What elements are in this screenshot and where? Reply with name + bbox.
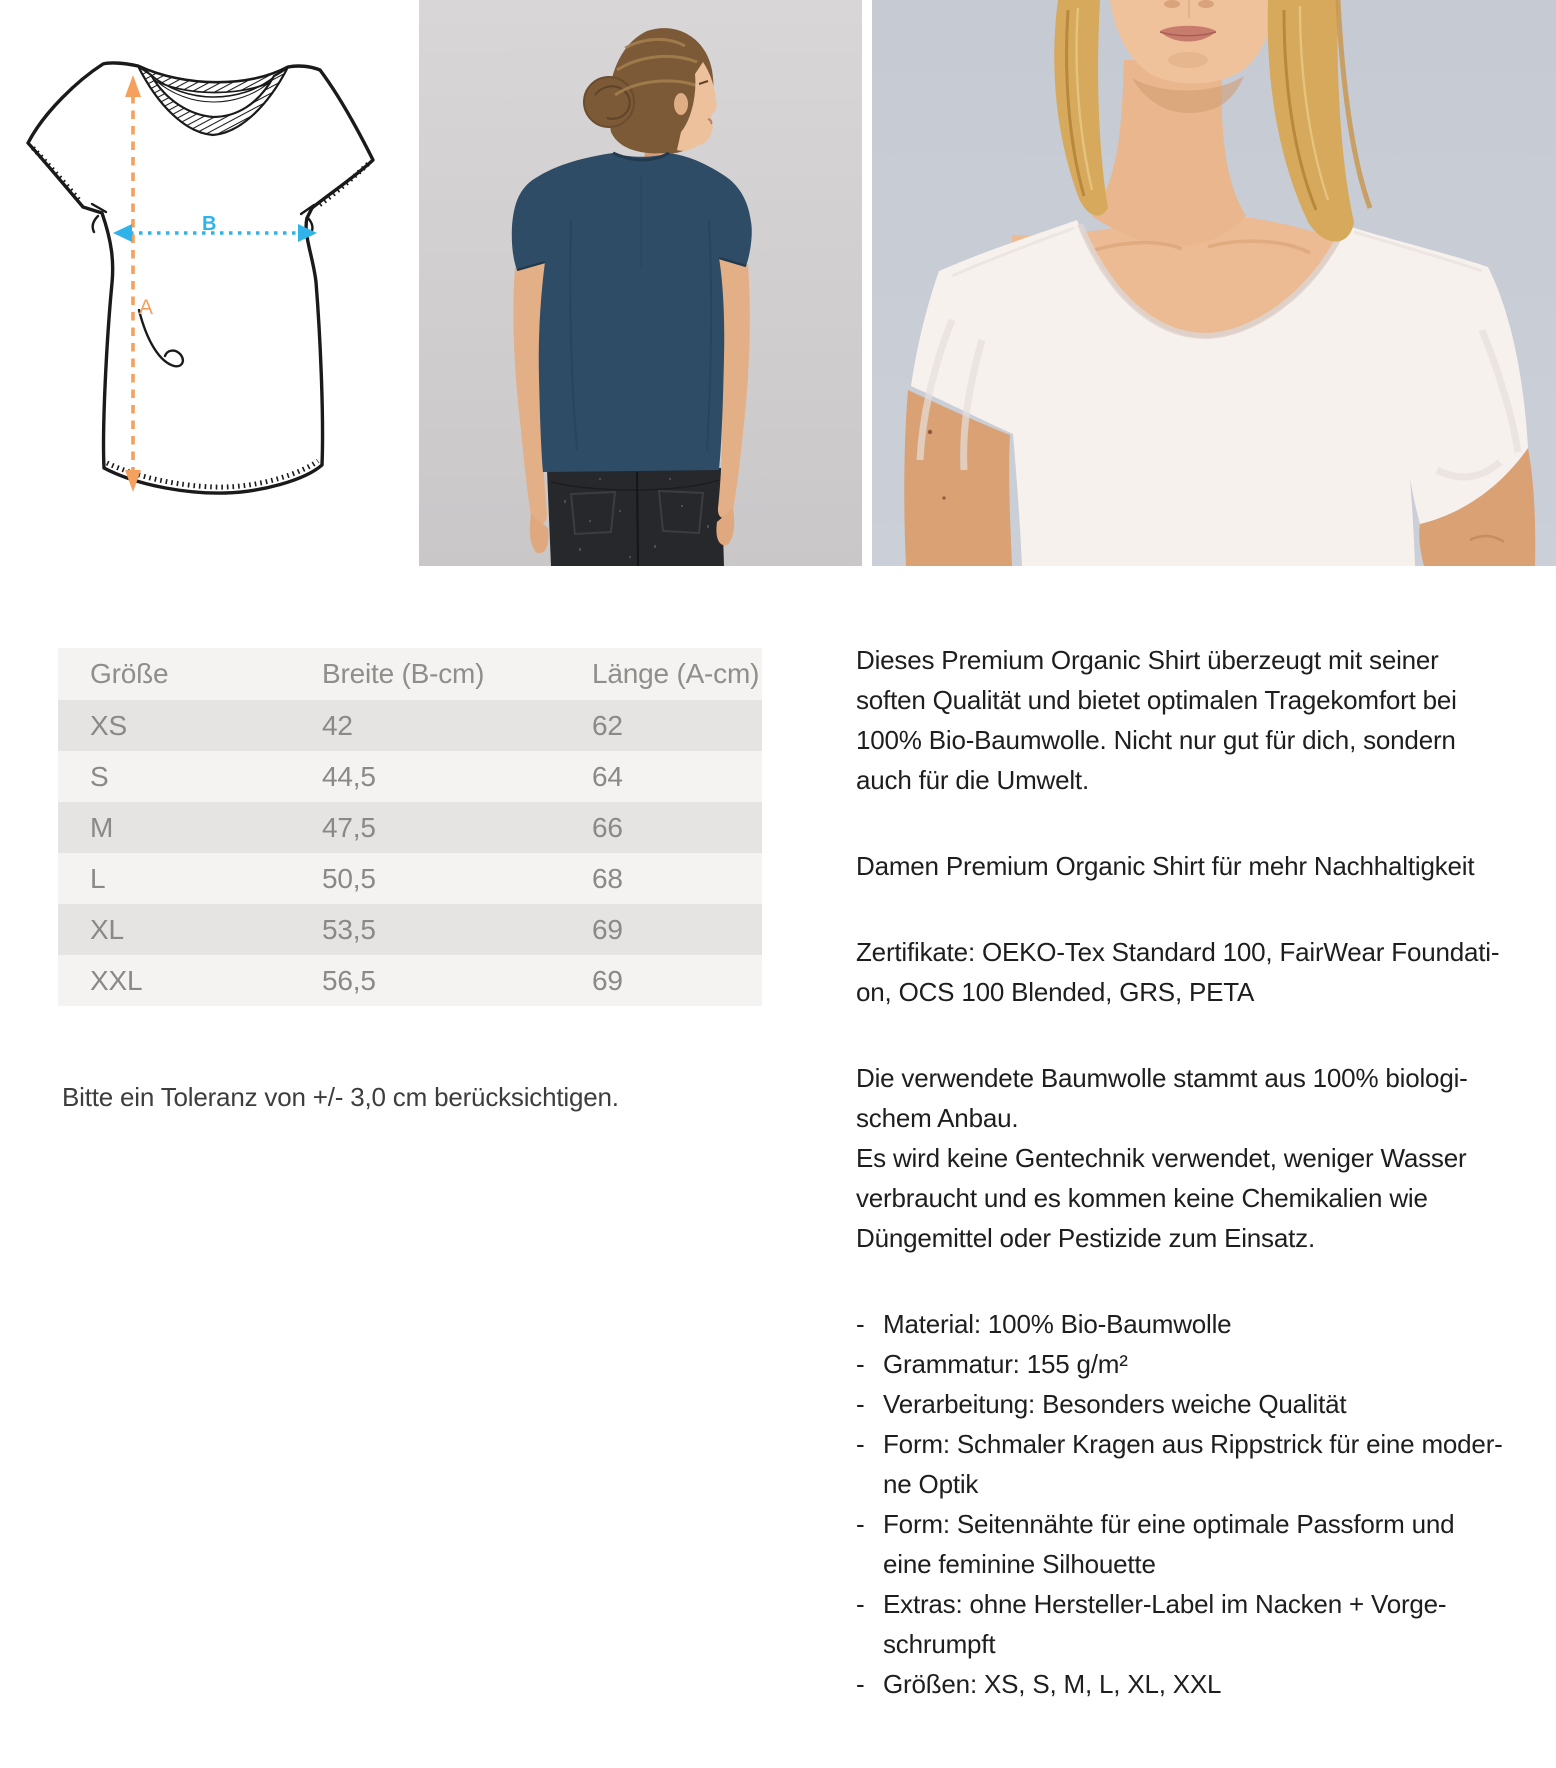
cell-laenge: 68	[592, 862, 623, 894]
cell-breite: 56,5	[322, 964, 376, 996]
cell-laenge: 69	[592, 964, 623, 996]
description-paragraph: Damen Premium Organic Shirt für mehr Nachhaltigkeit	[856, 851, 1475, 881]
size-table-row	[58, 853, 762, 904]
description-bullet	[856, 1424, 1556, 1504]
jeans	[547, 468, 724, 566]
cell-breite: 50,5	[322, 862, 376, 894]
cell-breite: 47,5	[322, 811, 376, 843]
cell-laenge: 69	[592, 913, 623, 945]
bullet-dash: -	[856, 1509, 865, 1539]
bullet-text: Material: 100% Bio-Baumwolle	[883, 1309, 1232, 1339]
mole	[942, 496, 945, 499]
nose-shadow	[1198, 0, 1214, 8]
cell-size: XXL	[90, 964, 143, 996]
cell-size: M	[90, 811, 114, 843]
bullet-text: Grammatur: 155 g/m²	[883, 1349, 1128, 1379]
description-bullet	[856, 1304, 1556, 1344]
size-table-row	[58, 751, 762, 802]
label-a: A	[139, 296, 154, 319]
bullet-dash: -	[856, 1669, 865, 1699]
size-table-header-row	[58, 648, 762, 700]
description-paragraph: Die verwendete Baumwolle stammt aus 100% biologi- schem Anbau. Es wird keine Gentechnik verwendet, weniger Wasser verbraucht und es kommen keine Chemikalien wie Düngemittel oder Pestizide zum Einsatz.	[856, 1063, 1468, 1253]
bullet-text: Form: Seitennähte für eine optimale Passform und eine feminine Silhouette	[883, 1509, 1455, 1579]
size-table-row	[58, 955, 762, 1006]
cell-size: L	[90, 862, 106, 894]
model-front-photo	[872, 0, 1556, 566]
size-table-row	[58, 700, 762, 751]
bullet-dash: -	[856, 1429, 865, 1459]
cell-laenge: 64	[592, 760, 623, 792]
cell-size: XS	[90, 709, 127, 741]
size-table-body	[58, 700, 762, 1006]
product-description	[856, 640, 1556, 1704]
col-header-groesse: Größe	[58, 648, 290, 700]
bullet-text: Extras: ohne Hersteller-Label im Nacken + Vorge- schrumpft	[883, 1589, 1447, 1659]
size-diagram-figure	[0, 0, 419, 566]
mole	[928, 430, 932, 434]
model-front-illustration	[872, 0, 1556, 566]
cell-breite: 53,5	[322, 913, 376, 945]
size-table-row	[58, 802, 762, 853]
description-bullet	[856, 1504, 1556, 1584]
description-bullet	[856, 1344, 1556, 1384]
chin-shadow	[1168, 52, 1208, 68]
description-paragraph: Dieses Premium Organic Shirt überzeugt mit seiner soften Qualität und bietet optimalen Tragekomfort bei 100% Bio-Baumwolle. Nicht nur gut für dich, sondern auch für die Umwelt.	[856, 645, 1457, 795]
bullet-dash: -	[856, 1389, 865, 1419]
col-header-breite: Breite (B-cm)	[290, 648, 560, 700]
cell-size: S	[90, 760, 109, 792]
cell-breite: 42	[322, 709, 353, 741]
tshirt-measurement-sketch	[0, 0, 419, 566]
cell-laenge: 62	[592, 709, 623, 741]
cell-size: XL	[90, 913, 124, 945]
description-bullets	[856, 1304, 1556, 1704]
bullet-text: Größen: XS, S, M, L, XL, XXL	[883, 1669, 1222, 1699]
model-back-illustration	[419, 0, 862, 566]
cell-laenge: 66	[592, 811, 623, 843]
cell-breite: 44,5	[322, 760, 376, 792]
description-paragraph: Zertifikate: OEKO-Tex Standard 100, FairWear Foundati- on, OCS 100 Blended, GRS, PETA	[856, 937, 1500, 1007]
ear	[674, 93, 688, 115]
bullet-dash: -	[856, 1349, 865, 1379]
bullet-dash: -	[856, 1589, 865, 1619]
description-bullet	[856, 1664, 1556, 1704]
bullet-text: Form: Schmaler Kragen aus Rippstrick für eine moder- ne Optik	[883, 1429, 1503, 1499]
col-header-laenge: Länge (A-cm)	[560, 648, 762, 700]
size-table-row	[58, 904, 762, 955]
navy-shirt	[512, 153, 752, 472]
size-table	[58, 648, 762, 1006]
nose-shadow	[1164, 0, 1180, 8]
bullet-dash: -	[856, 1309, 865, 1339]
description-paragraphs	[856, 640, 1556, 1258]
description-bullet	[856, 1584, 1556, 1664]
model-back-photo	[419, 0, 862, 566]
description-bullet	[856, 1384, 1556, 1424]
bullet-text: Verarbeitung: Besonders weiche Qualität	[883, 1389, 1347, 1419]
tolerance-note: Bitte ein Toleranz von +/- 3,0 cm berücksichtigen.	[62, 1082, 619, 1112]
label-b: B	[202, 213, 217, 235]
